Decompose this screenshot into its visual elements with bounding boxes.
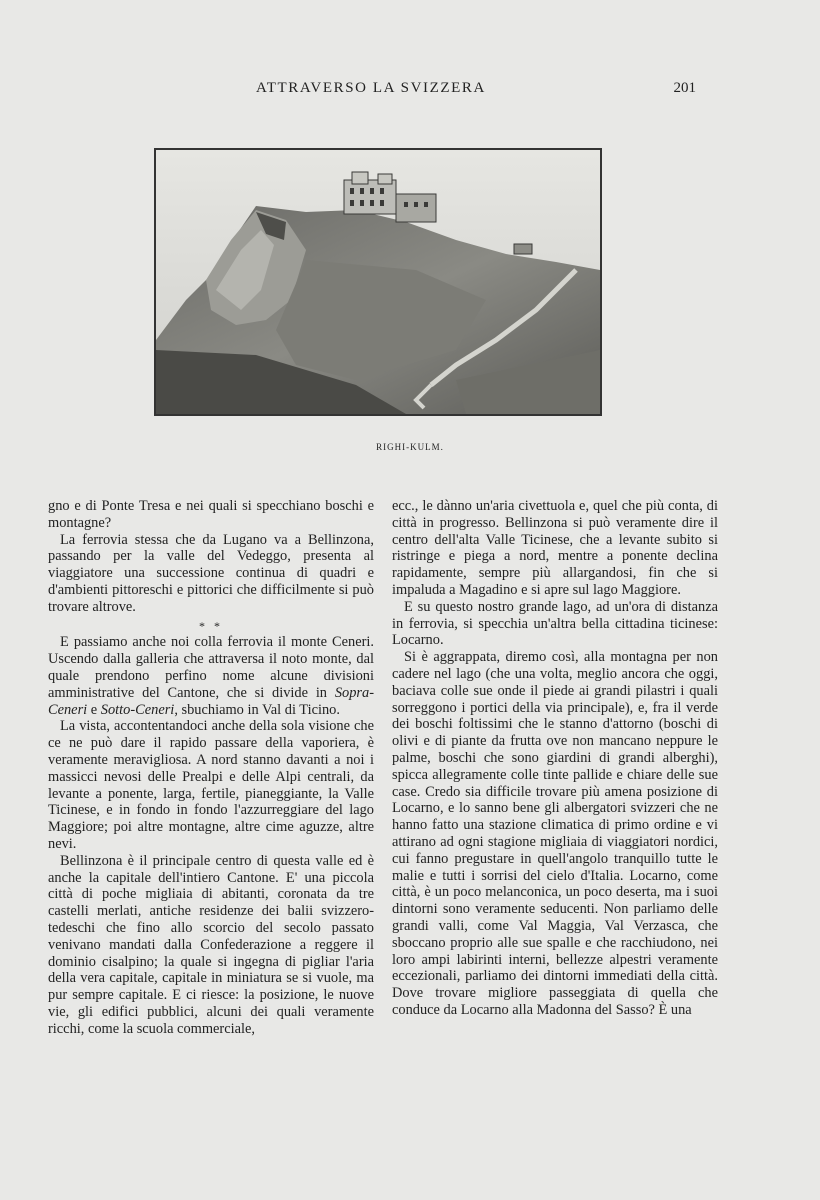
paragraph: ecc., le dànno un'aria civettuola e, quel che più conta, di città in progresso. Bellinzona si può veramente dire il centro dell'alta Valle Ticinese, che a levante subito si ristringe e piega a nord, mentre a ponente declina rapidamente, sempre più allargandosi, fin che si impaluda a Magadino e si apre sul lago Maggiore. xyxy=(392,498,718,598)
italic-text: Sopra-Ceneri xyxy=(48,684,374,718)
paragraph: Si è aggrappata, diremo così, alla montagna per non cadere nel lago (che una volta, meglio ancora che oggi, baciava colle sue onde il piede ai grandi pilastri i quali sorreggono i portici della via principale), e, fra il verde dei boschi foltissimi che le stanno d'attorno (boschi di olivi e di piante da frutta ove non mancano neppure le palme, boschi che sono giardini di grandi alberghi), spicca allegramente colle tinte pallide e chiare delle sue case. Credo sia difficile trovare più amena posizione di Locarno, e lo sanno bene gli albergatori svizzeri che ne hanno fatto una stazione climatica di primo ordine e vi attirano ad ogni stagione migliaia di viaggiatori nordici, cui fanno pregustare in quell'angolo tranquillo tutte le malie e tutti i sorrisi del cielo d'Italia. Locarno, come città, è un poco melanconica, un poco deserta, ma i suoi dintorni sono veramente seducenti. Non parliamo delle grandi valli, come Val Maggia, Val Verzasca, che sboccano proprio alle sue spalle e che racchiudono, nei loro ampi labirinti interni, bellezze alpestri veramente eccezionali, parliamo dei dintorni immediati della città. Dove trovare migliore passeggiata di quella che conduce da Locarno alla Madonna del Sasso? È una xyxy=(392,649,718,1018)
section-separator: * * xyxy=(199,618,223,633)
photo-righi-kulm xyxy=(154,148,602,416)
mountain-photo-illustration xyxy=(156,150,600,414)
paragraph: E su questo nostro grande lago, ad un'ora di distanza in ferrovia, si specchia un'altra bella cittadina ticinese: Locarno. xyxy=(392,598,718,649)
paragraph xyxy=(48,634,374,718)
paragraph: gno e di Ponte Tresa e nei quali si specchiano boschi e montagne? xyxy=(48,498,374,531)
page-number: 201 xyxy=(673,80,696,96)
left-text-column xyxy=(48,498,374,1038)
paragraph: La ferrovia stessa che da Lugano va a Bellinzona, passando per la valle del Vedeggo, presenta al viaggiatore una successione continua di quadri e d'ambienti pittoreschi e pittorici che difficilmente si può trovare altrove. xyxy=(48,531,374,615)
right-text-column xyxy=(392,498,718,1019)
paragraph: La vista, accontentandoci anche della sola visione che ce ne può dare il rapido passare della vaporiera, è veramente meravigliosa. A nord stanno davanti a noi i massicci nevosi delle Prealpi e delle Alpi centrali, da levante a ponente, larga, fertile, pianeggiante, la Valle Ticinese, e in fondo in fondo l'azzurreggiare del lago Maggiore; poi altre montagne, altre cime aguzze, altre nevi. xyxy=(48,718,374,852)
figure-caption: RIGHI-KULM. xyxy=(376,442,444,452)
running-title: ATTRAVERSO LA SVIZZERA xyxy=(256,80,486,96)
paragraph: Bellinzona è il principale centro di questa valle ed è anche la capitale dell'intiero Cantone. E' una piccola città di poche migliaia di abitanti, coronata da tre castelli merlati, antiche residenze dei balii svizzero-tedeschi che fino allo scorcio del secolo passato venivano mandati dalla Confederazione a reggere il dominio cisalpino; la quale si ingegna di pigliar l'aria della vera capitale, capitale in miniatura se si vuole, ma pur sempre capitale. E ci riesce: la posizione, le nuove vie, gli edifici pubblici, alcuni dei quali veramente ricchi, come la scuola commerciale, xyxy=(48,852,374,1037)
text-run: e xyxy=(87,701,101,718)
page-header xyxy=(48,80,696,100)
text-run: E passiamo anche noi colla ferrovia il monte Ceneri. Uscendo dalla galleria che attraversa il noto monte, dal quale prendono perfino nome alcune divisioni amministrative del Cantone, che si divide in xyxy=(48,634,374,701)
text-run: , sbuchiamo in Val di Ticino. xyxy=(174,701,340,718)
italic-text: Sotto-Ceneri xyxy=(100,701,175,718)
